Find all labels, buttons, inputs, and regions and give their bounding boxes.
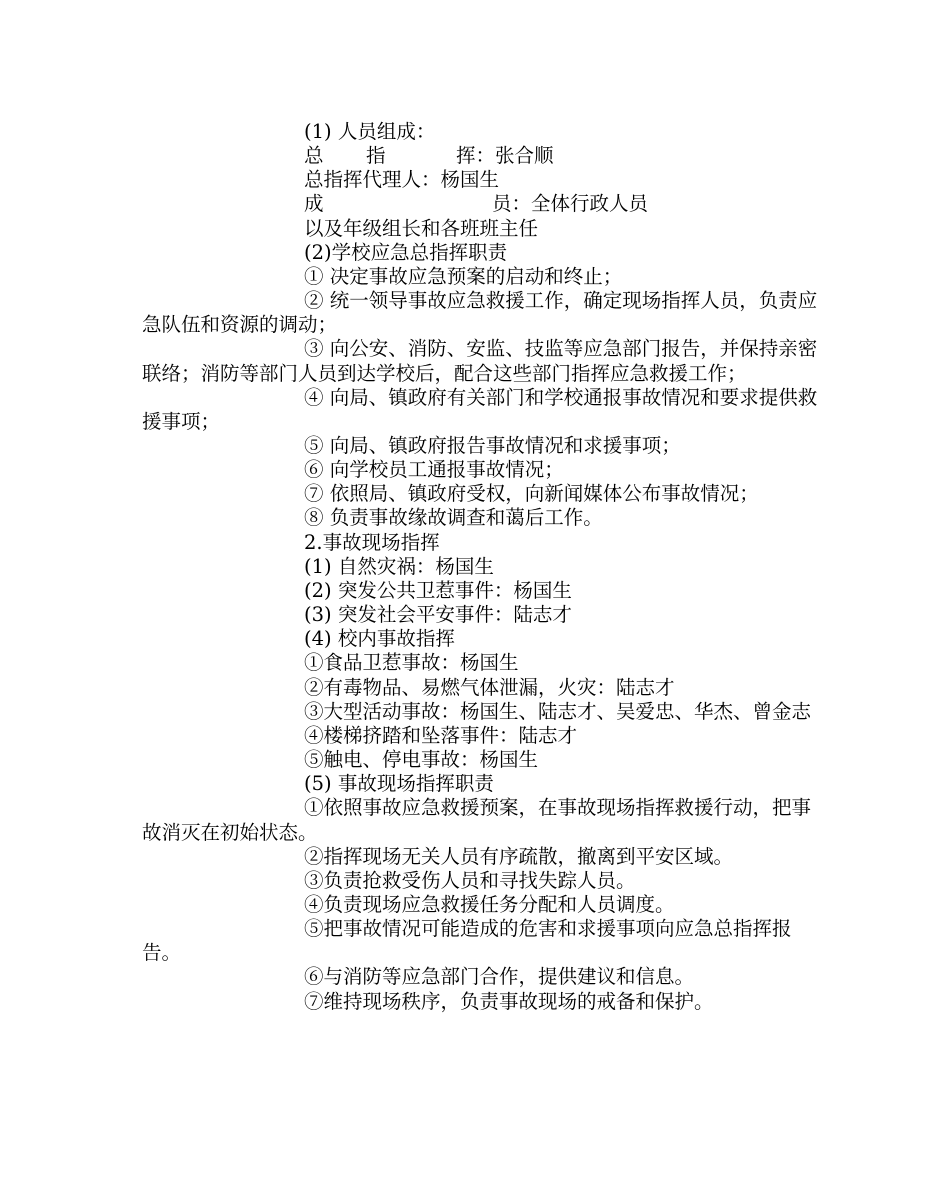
personnel-heading: (1) 人员组成： [304,120,436,143]
document-body [142,120,822,1014]
paragraph: ②指挥现场无关人员有序疏散，撤离到平安区域。 [304,844,734,868]
paragraph: ⑥与消防等应急部门合作，提供建议和信息。 [304,965,695,989]
paragraph: (2) 突发公共卫惹事件：杨国生 [304,578,572,602]
members-extra: 以及年级组长和各班班主任 [304,216,539,240]
paragraph: ② 统一领导事故应急救援工作，确定现场指挥人员，负责应急队伍和资源的调动； [142,289,818,337]
paragraph: ④负责现场应急救援任务分配和人员调度。 [304,892,675,916]
paragraph: ⑦维持现场秩序，负责事故现场的戒备和保护。 [304,989,714,1013]
paragraph: ②有毒物品、易燃气体泄漏，火灾：陆志才 [304,675,675,699]
commander-line [304,144,822,168]
paragraph: ④楼梯挤踏和坠落事件：陆志才 [304,723,578,747]
members-value: 员：全体行政人员 [492,192,649,216]
commander-label-1: 总 [304,144,324,168]
paragraph: ①食品卫惹事故：杨国生 [304,651,519,675]
paragraph: ③ 向公安、消防、安监、技监等应急部门报告，并保持亲密联络；消防等部门人员到达学校后，配合这些部门指挥应急救援工作； [142,337,818,385]
commander-label-2: 指 [366,144,386,168]
paragraph: (4) 校内事故指挥 [304,627,455,651]
paragraph: (1) 自然灾祸：杨国生 [304,554,494,578]
paragraph: ④ 向局、镇政府有关部门和学校通报事故情况和要求提供救援事项； [142,385,818,433]
paragraph: (3) 突发社会平安事件：陆志才 [304,603,572,627]
paragraph: (5) 事故现场指挥职责 [304,772,494,796]
commander-value: 挥：张合顺 [456,144,554,168]
paragraph: ⑤把事故情况可能造成的危害和求援事项向应急总指挥报告。 [142,917,792,965]
paragraph: ① 决定事故应急预案的启动和终止； [304,264,623,288]
paragraph: ⑦ 依照局、镇政府受权，向新闻媒体公布事故情况； [304,482,759,506]
deputy-line: 总指挥代理人：杨国生 [304,168,500,192]
paragraph: ③负责抢救受伤人员和寻找失踪人员。 [304,868,636,892]
paragraph: ⑤触电、停电事故：杨国生 [304,748,539,772]
members-line [304,192,822,216]
paragraph: ⑧ 负责事故缘故调查和蔼后工作。 [304,506,603,530]
paragraph-list [142,241,822,1014]
paragraph: ⑥ 向学校员工通报事故情况； [304,458,564,482]
paragraph: ①依照事故应急救援预案，在事故现场指挥救援行动，把事故消灭在初始状态。 [142,796,812,844]
paragraph: ⑤ 向局、镇政府报告事故情况和求援事项； [304,434,681,457]
members-label: 成 [304,192,324,216]
paragraph: (2)学校应急总指挥职责 [304,240,508,264]
paragraph: ③大型活动事故：杨国生、陆志才、吴爱忠、华杰、曾金志 [304,699,812,723]
paragraph: 2.事故现场指挥 [304,530,440,554]
